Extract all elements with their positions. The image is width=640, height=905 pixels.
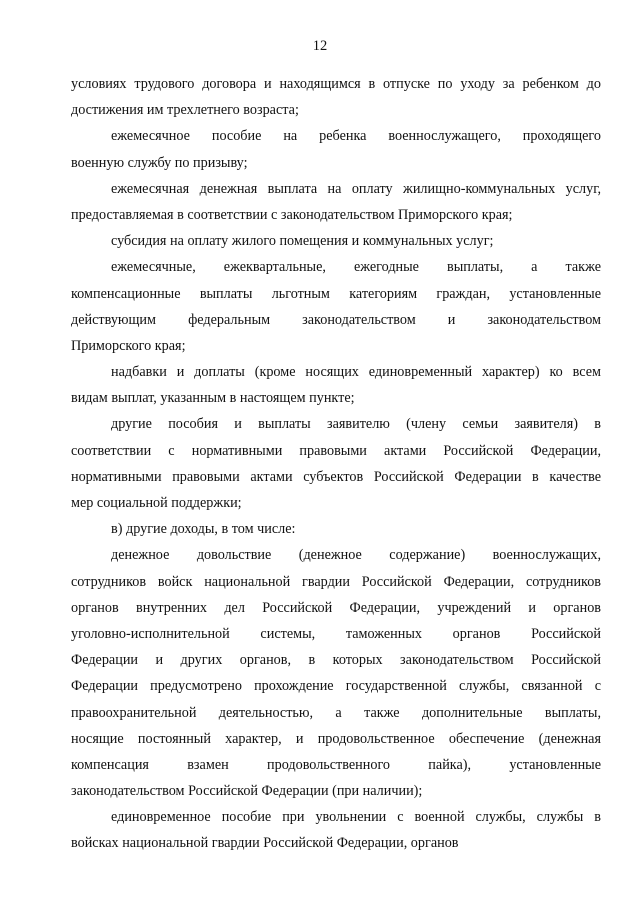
text-line: законодательством Российской Федерации (при наличии); bbox=[71, 783, 423, 800]
text-line: в) другие доходы, в том числе: bbox=[111, 521, 296, 538]
text-line: Федерации и других органов, в которых законодательством Российской bbox=[71, 652, 601, 669]
paragraph bbox=[71, 254, 601, 359]
text-line: сотрудников войск национальной гвардии Российской Федерации, сотрудников bbox=[71, 573, 601, 590]
document-body bbox=[71, 71, 601, 857]
text-line: действующим федеральным законодательством и законодательством bbox=[71, 311, 601, 328]
text-line: компенсация взамен продовольственного пайка), установленные bbox=[71, 756, 601, 773]
text-line: единовременное пособие при увольнении с военной службы, службы в bbox=[111, 809, 601, 826]
text-line: ежемесячная денежная выплата на оплату жилищно-коммунальных услуг, bbox=[111, 180, 601, 197]
paragraph bbox=[71, 71, 601, 123]
text-line: мер социальной поддержки; bbox=[71, 495, 242, 511]
paragraph bbox=[71, 542, 601, 804]
text-line: уголовно-исполнительной системы, таможенных органов Российской bbox=[71, 625, 601, 642]
text-line: ежемесячное пособие на ребенка военнослужащего, проходящего bbox=[111, 128, 601, 145]
text-line: компенсационные выплаты льготным категориям граждан, установленные bbox=[71, 285, 601, 302]
paragraph bbox=[71, 123, 601, 175]
text-line: носящие постоянный характер, и продовольственное обеспечение (денежная bbox=[71, 730, 601, 747]
text-line: нормативными правовыми актами субъектов Российской Федерации в качестве bbox=[71, 468, 601, 485]
paragraph bbox=[71, 359, 601, 411]
paragraph bbox=[71, 411, 601, 516]
text-line: денежное довольствие (денежное содержание) военнослужащих, bbox=[111, 547, 601, 564]
text-line: Приморского края; bbox=[71, 337, 186, 354]
text-line: ежемесячные, ежеквартальные, ежегодные выплаты, а также bbox=[111, 259, 601, 276]
text-line: предоставляемая в соответствии с законодательством Приморского края; bbox=[71, 206, 513, 223]
text-line: органов внутренних дел Российской Федерации, учреждений и органов bbox=[71, 599, 601, 616]
paragraph bbox=[71, 176, 601, 228]
paragraph bbox=[71, 516, 601, 542]
text-line: другие пособия и выплаты заявителю (члену семьи заявителя) в bbox=[111, 416, 601, 433]
text-line: войсках национальной гвардии Российской Федерации, органов bbox=[71, 835, 459, 852]
text-line: видам выплат, указанным в настоящем пункте; bbox=[71, 390, 355, 407]
paragraph bbox=[71, 804, 601, 856]
text-line: достижения им трехлетнего возраста; bbox=[71, 102, 299, 119]
text-line: условиях трудового договора и находящимся в отпуске по уходу за ребенком до bbox=[71, 76, 601, 92]
text-line: военную службу по призыву; bbox=[71, 154, 248, 171]
text-line: соответствии с нормативными правовыми актами Российской Федерации, bbox=[71, 442, 601, 459]
paragraph bbox=[71, 228, 601, 254]
page-number: 12 bbox=[312, 38, 328, 54]
text-line: правоохранительной деятельностью, а также дополнительные выплаты, bbox=[71, 704, 601, 721]
text-line: Федерации предусмотрено прохождение государственной службы, связанной с bbox=[71, 678, 601, 695]
text-line: субсидия на оплату жилого помещения и коммунальных услуг; bbox=[111, 233, 494, 250]
text-line: надбавки и доплаты (кроме носящих единовременный характер) ко всем bbox=[111, 364, 601, 381]
